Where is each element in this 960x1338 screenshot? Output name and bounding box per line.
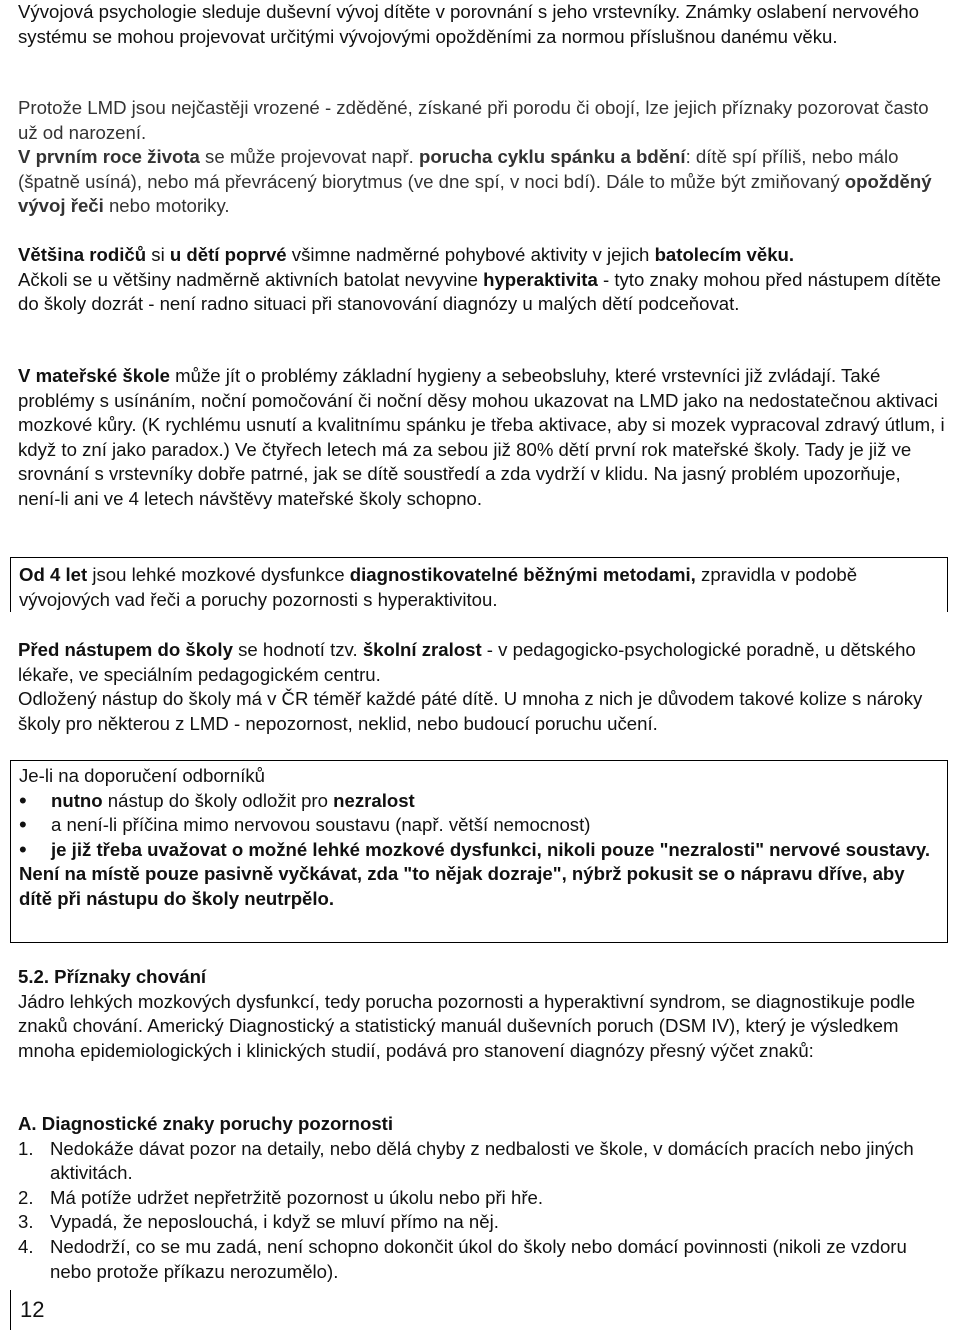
text: Dále to může být zmiňovaný: [606, 170, 845, 192]
bold-text: opožděný vývoj řeči: [18, 170, 932, 217]
recommendation-list: [19, 789, 939, 863]
bold-text: nezralost: [333, 789, 415, 811]
section-heading: [18, 965, 948, 990]
bold-text: Většina rodičů: [18, 244, 147, 265]
paragraph-first-year: [18, 145, 948, 219]
list-item: • a není-li příčina mimo nervovou soustavu (např. větší nemocnost): [19, 813, 939, 838]
section-behavior-symptoms: [18, 965, 948, 1063]
list-attention-criteria: [18, 1112, 948, 1284]
paragraph-text: [18, 243, 948, 268]
highlight-box-recommendation: [10, 760, 948, 943]
item-number: 1.: [18, 1137, 34, 1159]
paragraph-text: [18, 268, 948, 317]
list-heading: [18, 1112, 948, 1137]
text: jsou lehké mozkové dysfunkce: [87, 564, 350, 585]
text: : dítě spí příliš, nebo málo (špatně usíná), nebo má převrácený biorytmus (ve dne spí, v noci bdí).: [18, 146, 899, 192]
highlight-box-age-four: [10, 557, 948, 612]
bold-text: je již třeba uvažovat o možné lehké mozkové dysfunkci, nikoli pouze "nezralosti" nervové soustavy.: [51, 838, 931, 860]
text: si: [146, 244, 170, 265]
bold-text: V prvním roce života: [18, 146, 200, 168]
text: může jít o problémy základní hygieny a sebeobsluhy, které vrstevníci již zvládají. Také problémy s usínáním, noční pomočování či noční děsy mohou ukazovat na LMD jako na nedostatečnou aktivaci mozkové kůry. (K rychlému usnutí a kvalitnímu spánku je třeba aktivace, aby si mozek vypracoval zdravý útlum, i když to zní jako paradox.) Ve čtyřech letech má za sebou již 80% dětí první rok mateřské školy. Tady je již ve srovnání s vrstevníky dobře patrné, jak se dítě soustředí a zda vydrží v klidu. Na jasný problém upozorňuje, není-li ani ve 4 letech návštěvy mateřské školy schopno.: [18, 365, 945, 509]
bold-text: Není na místě pouze pasivně vyčkávat, zda "to nějak dozraje", nýbrž pokusit se o nápravu dříve, aby dítě při nástupu do školy neutrpělo.: [19, 863, 905, 909]
bold-text: hyperaktivita: [483, 268, 598, 290]
bold-text: A. Diagnostické znaky poruchy pozornosti: [18, 1113, 394, 1134]
item-number: 3.: [18, 1211, 34, 1233]
list-item: [18, 1235, 948, 1284]
text: - tyto znaky mohou před nástupem dítěte do školy dozrát - není radno situaci při stanovování diagnózy u malých dětí podceňovat.: [18, 268, 941, 315]
list-item: [19, 838, 939, 863]
text: všimne nadměrné pohybové aktivity v jejich: [286, 244, 655, 265]
bold-text: porucha cyklu spánku a bdění: [418, 146, 686, 168]
list-item: [18, 1137, 948, 1186]
item-number: 4.: [18, 1235, 34, 1257]
text: zpravidla v podobě vývojových vad řeči a poruchy pozornosti s hyperaktivitou.: [19, 564, 858, 610]
bold-text: 5.2. Příznaky chování: [18, 966, 207, 987]
text: se může projevovat např.: [199, 146, 419, 168]
item-text: Nedokáže dávat pozor na detaily, nebo dělá chyby z nedbalosti ve škole, v domácích pracích nebo jiných aktivitách.: [50, 1137, 914, 1184]
paragraph-intro: [18, 0, 948, 49]
page-number: 12: [20, 1297, 45, 1322]
list-item: [19, 789, 939, 814]
text: - v pedagogicko-psychologické poradně, u dětského lékaře, ve speciálním pedagogickém centru.: [18, 639, 916, 685]
text: se hodnotí tzv.: [232, 639, 363, 660]
box-intro: Je-li na doporučení odborníků: [19, 765, 266, 786]
bold-text: V mateřské škole: [18, 365, 170, 386]
bold-text: diagnostikovatelné běžnými metodami,: [349, 564, 696, 585]
paragraph-lmd-origin: [18, 96, 948, 219]
paragraph-text: [18, 638, 948, 687]
paragraph-school-maturity: [18, 638, 948, 736]
text: nástup do školy odložit pro: [102, 789, 334, 811]
paragraph-text: [18, 364, 948, 512]
page-number-rule: [10, 1290, 11, 1330]
list-item: [18, 1210, 948, 1235]
paragraph-text: [19, 563, 939, 612]
paragraph-text: Vývojová psychologie sleduje duševní vývoj dítěte v porovnání s jeho vrstevníky. Známky oslabení nervového systému se mohou projevovat určitými vývojovými opožděními za normou příslušnou danému věku.: [18, 1, 919, 47]
item-text: Nedodrží, co se mu zadá, není schopno dokončit úkol do školy nebo domácí povinnosti (nikoli ze vzdoru nebo protože příkazu nerozumělo).: [50, 1235, 907, 1282]
paragraph-toddler: [18, 243, 948, 317]
paragraph-text: Odložený nástup do školy má v ČR téměř každé páté dítě. U mnoha z nich je důvodem takové kolize s nároky školy pro některou z LMD - nepozornost, neklid, nebo budoucí poruchu učení.: [18, 688, 923, 734]
list-item: [18, 1186, 948, 1211]
paragraph-text: Jádro lehkých mozkových dysfunkcí, tedy porucha pozornosti a hyperaktivní syndrom, se diagnostikuje podle znaků chování. Americký Diagnostický a statistický manuál duševních poruch (DSM IV), který je výsledkem mnoha epidemiologických i klinických studií, podává pro stanovení diagnózy přesný výčet znaků:: [18, 990, 916, 1061]
bold-text: Od 4 let: [19, 564, 88, 585]
box-closing: [19, 862, 939, 911]
bold-text: nutno: [51, 789, 103, 811]
paragraph-kindergarten: [18, 364, 948, 512]
bold-text: školní zralost: [362, 639, 482, 660]
paragraph-text: Protože LMD jsou nejčastěji vrozené - zděděné, získané při porodu či obojí, lze jejich příznaky pozorovat často už od narození.: [18, 97, 929, 143]
bold-text: Před nástupem do školy: [18, 639, 233, 660]
text: Ačkoli se u většiny nadměrně aktivních batolat nevyvine: [18, 268, 484, 290]
item-text: Má potíže udržet nepřetržitě pozornost u úkolu nebo při hře.: [50, 1186, 544, 1208]
criteria-list: [18, 1137, 948, 1285]
bold-text: batolecím věku.: [654, 244, 795, 265]
text: nebo motoriky.: [103, 195, 230, 217]
item-text: Vypadá, že neposlouchá, i když se mluví přímo na něj.: [50, 1211, 499, 1233]
bold-text: u dětí poprvé: [169, 244, 287, 265]
item-number: 2.: [18, 1186, 34, 1208]
